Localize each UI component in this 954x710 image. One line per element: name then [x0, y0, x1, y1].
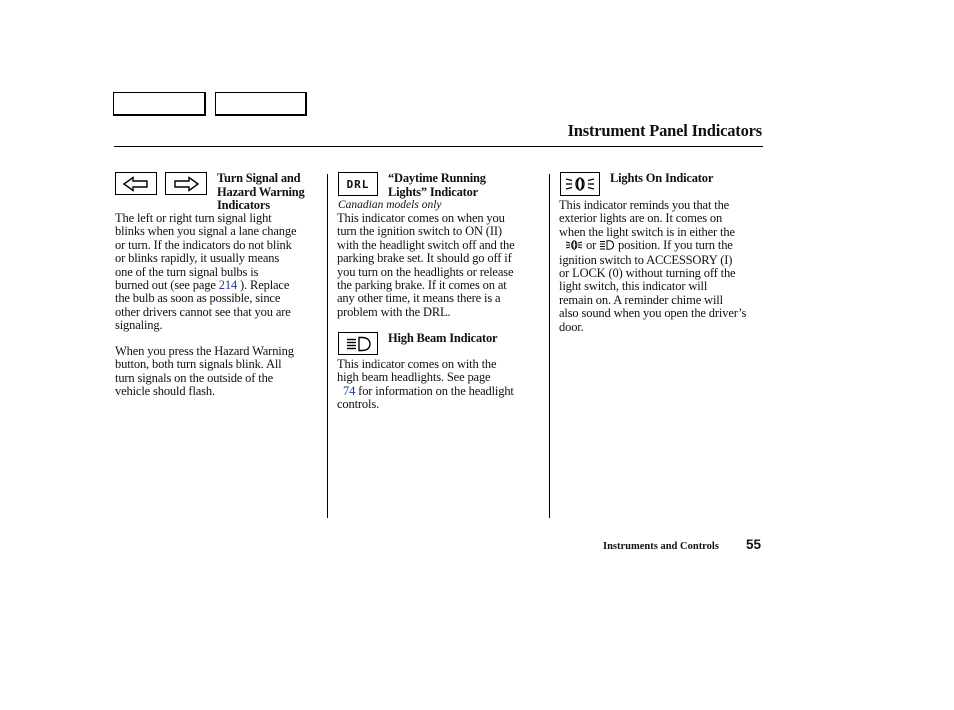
- high-beam-icon: [338, 332, 378, 355]
- parking-lights-icon: [565, 240, 583, 253]
- lights-on-text-or: or: [583, 238, 600, 253]
- title-divider: [114, 146, 763, 147]
- column-divider: [327, 174, 328, 518]
- page-link-74[interactable]: 74: [343, 383, 356, 398]
- hazard-warning-paragraph: When you press the Hazard Warning button, both turn signals blink. All turn signals on the outside of the vehicle should flash.: [115, 344, 294, 399]
- left-turn-signal-icon: [115, 172, 157, 195]
- lights-on-heading: Lights On Indicator: [610, 171, 714, 185]
- drl-paragraph: This indicator comes on when you turn the ignition switch to ON (II) with the headlight switch off and the parking brake set. It should go off if you turn on the headlights or release the parking brake. If it comes on at any other time, it means there is a problem with the DRL.: [337, 211, 515, 319]
- drl-heading: “Daytime Running Lights” Indicator: [388, 171, 486, 199]
- right-turn-signal-icon: [165, 172, 207, 195]
- turn-signal-paragraph: [115, 212, 325, 333]
- high-beam-text-b: for information on the headlight controls.: [337, 383, 514, 412]
- nav-button-main-menu[interactable]: [113, 92, 206, 116]
- page-title: Instrument Panel Indicators: [567, 121, 762, 140]
- high-beam-paragraph: [337, 358, 547, 412]
- drl-note: Canadian models only: [338, 199, 442, 211]
- lights-on-paragraph: [559, 199, 774, 334]
- lights-on-icon: [560, 172, 600, 196]
- turn-signal-heading: Turn Signal and Hazard Warning Indicators: [217, 171, 305, 212]
- headlight-icon: [599, 240, 615, 253]
- drl-icon-label: DRL: [346, 177, 370, 191]
- page-link-214[interactable]: 214: [218, 278, 238, 293]
- turn-signal-text-a: The left or right turn signal light blinks when you signal a lane change or turn. If the indicators do not blink or blinks rapidly, it usually means one of the turn signal bulbs is burned out (see page: [115, 211, 297, 293]
- high-beam-text-a: This indicator comes on with the high beam headlights. See page: [337, 357, 497, 385]
- lights-on-text-b: position. If you turn the ignition switch to ACCESSORY (I) or LOCK (0) without turning off the light switch, this indicator will remain on. A reminder chime will also sound when you open the driver’s door.: [559, 238, 747, 334]
- lights-on-text-a: This indicator reminds you that the exterior lights are on. It comes on when the light switch is in either the: [559, 198, 735, 239]
- column-divider: [549, 174, 550, 518]
- turn-signal-text-b: ). Replace the bulb as soon as possible, since other drivers cannot see that you are signaling.: [115, 278, 291, 333]
- nav-button-index[interactable]: [215, 92, 307, 116]
- drl-indicator-icon: [338, 172, 378, 196]
- page-number: 55: [746, 537, 762, 552]
- high-beam-heading: High Beam Indicator: [388, 331, 498, 345]
- footer-section-name: Instruments and Controls: [603, 541, 719, 552]
